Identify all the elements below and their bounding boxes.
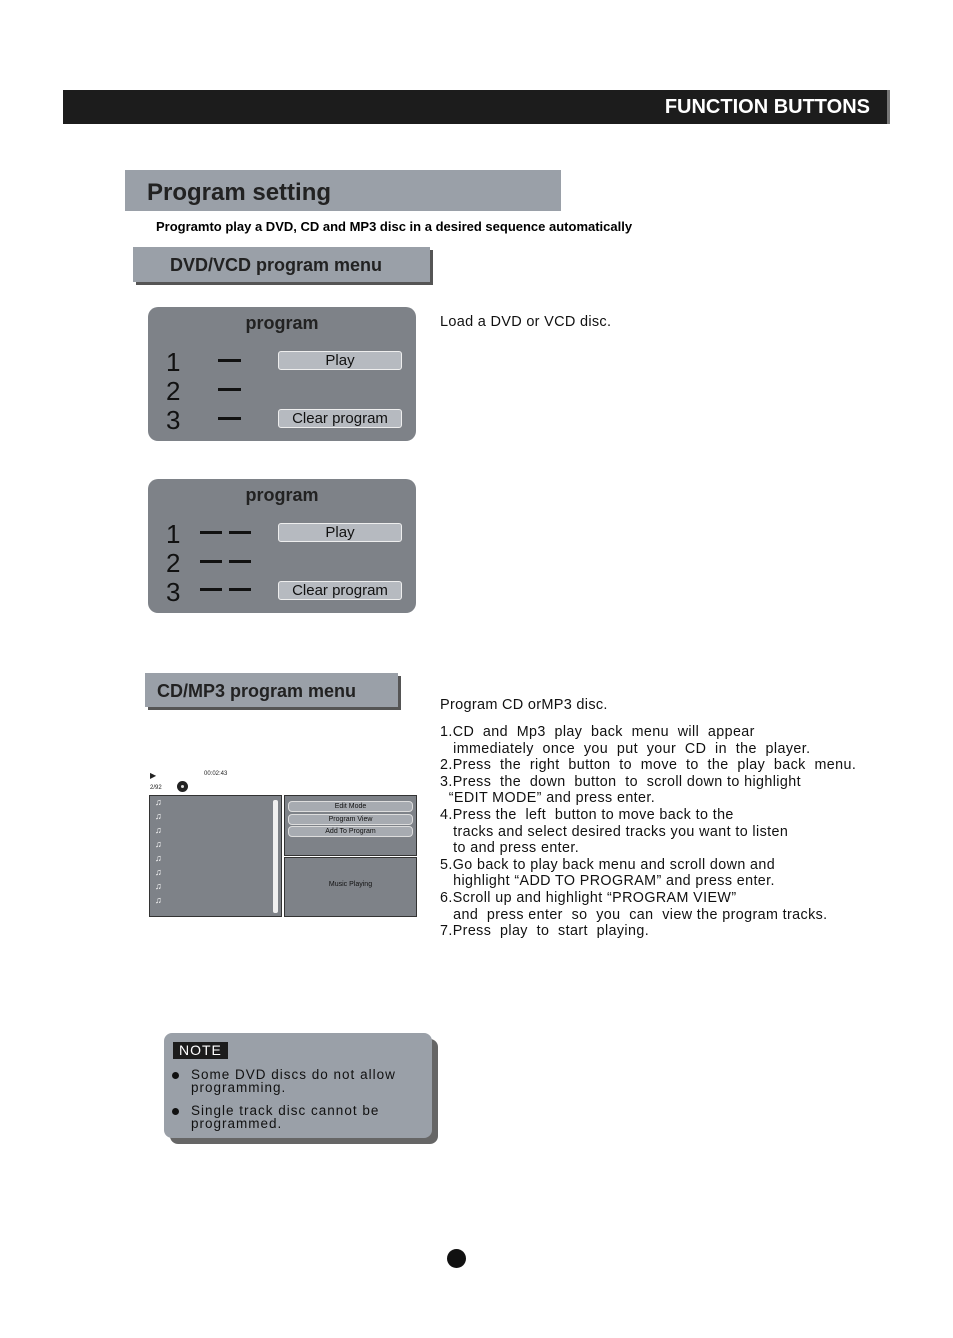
load-disc-text: Load a DVD or VCD disc. <box>440 314 612 330</box>
program-slot-dash <box>200 531 222 534</box>
program-slot-dash <box>218 388 241 391</box>
clear-program-button[interactable]: Clear program <box>278 581 402 600</box>
header-title: FUNCTION BUTTONS <box>664 96 870 118</box>
program-slot-dash <box>218 359 241 362</box>
note-item-line: Single track disc cannot be <box>191 1103 380 1118</box>
note-item-line: programming. <box>191 1079 287 1095</box>
music-note-icon: ♫ <box>155 797 162 807</box>
cd-menu-label-text: CD/MP3 program menu <box>157 681 357 701</box>
section-subtitle: Programto play a DVD, CD and MP3 disc in a desired sequence automatically <box>156 219 633 234</box>
music-note-icon: ♫ <box>155 895 162 905</box>
music-note-icon: ♫ <box>155 881 162 891</box>
program-slot-number: 2 <box>166 376 181 406</box>
program-slot-dash <box>229 588 251 591</box>
program-slot-dash <box>229 531 251 534</box>
program-slot-dash <box>229 560 251 563</box>
music-note-icon: ♫ <box>155 867 162 877</box>
track-list-panel[interactable] <box>149 795 282 917</box>
note-item-line: Some DVD discs do not allow <box>191 1067 396 1082</box>
cd-menu-label <box>145 673 398 707</box>
note-item-2 <box>191 1105 379 1130</box>
section-title-text: Program setting <box>147 179 332 206</box>
bullet-icon <box>172 1072 179 1079</box>
play-button[interactable]: Play <box>278 351 402 370</box>
edit-mode-button[interactable]: Edit Mode <box>288 801 413 812</box>
program-panel-1 <box>148 307 416 441</box>
play-icon: ▶ <box>150 771 157 780</box>
track-list-scrollbar[interactable] <box>273 800 278 913</box>
program-panel-title: program <box>245 313 319 333</box>
play-button[interactable]: Play <box>278 523 402 542</box>
note-item-1 <box>191 1069 396 1094</box>
program-slot-number: 1 <box>166 347 181 377</box>
program-slot-dash <box>200 560 222 563</box>
track-counter: 2/92 <box>150 785 162 791</box>
cd-intro-text: Program CD orMP3 disc. <box>440 697 608 713</box>
bullet-icon <box>172 1108 179 1115</box>
program-view-button[interactable]: Program View <box>288 814 413 825</box>
dvd-menu-label <box>133 247 430 282</box>
music-note-icon: ♫ <box>155 811 162 821</box>
elapsed-time: 00:02:43 <box>204 771 228 777</box>
status-panel <box>284 857 417 917</box>
section-title <box>125 170 561 211</box>
music-note-icon: ♫ <box>155 853 162 863</box>
note-tag: NOTE <box>173 1042 228 1059</box>
program-slot-dash <box>200 588 222 591</box>
add-to-program-button[interactable]: Add To Program <box>288 826 413 837</box>
program-slot-number: 1 <box>166 519 181 549</box>
header-bar <box>63 90 890 124</box>
disc-icon <box>177 781 188 792</box>
clear-program-button[interactable]: Clear program <box>278 409 402 428</box>
program-slot-number: 2 <box>166 548 181 578</box>
note-item-line: programmed. <box>191 1115 283 1131</box>
program-panel-2 <box>148 479 416 613</box>
program-panel-title: program <box>245 485 319 505</box>
program-slot-number: 3 <box>166 577 181 607</box>
dvd-menu-label-text: DVD/VCD program menu <box>170 255 383 275</box>
music-note-icon: ♫ <box>155 825 162 835</box>
page-marker-dot <box>447 1249 466 1268</box>
music-note-icon: ♫ <box>155 839 162 849</box>
cd-steps: 1.CD and Mp3 play back menu will appear immediately once you put your CD in the player. 2.Press the right button to move to the play back menu. 3.Press the down button to scroll down to highlight “EDIT MODE” and press enter. 4.Press the left button to move back to the tracks and select desired tracks you want to listen to and press enter. 5.Go back to play back menu and scroll down and highlight “ADD TO PROGRAM” and press enter. 6.Scroll up and highlight “PROGRAM VIEW” and press enter so you can view the program tracks. 7.Press play to start playing. <box>440 724 857 940</box>
note-box <box>164 1033 432 1138</box>
program-slot-number: 3 <box>166 405 181 435</box>
playback-menu-panel <box>284 795 417 856</box>
music-playing-status: Music Playing <box>328 881 373 888</box>
program-slot-dash <box>218 417 241 420</box>
